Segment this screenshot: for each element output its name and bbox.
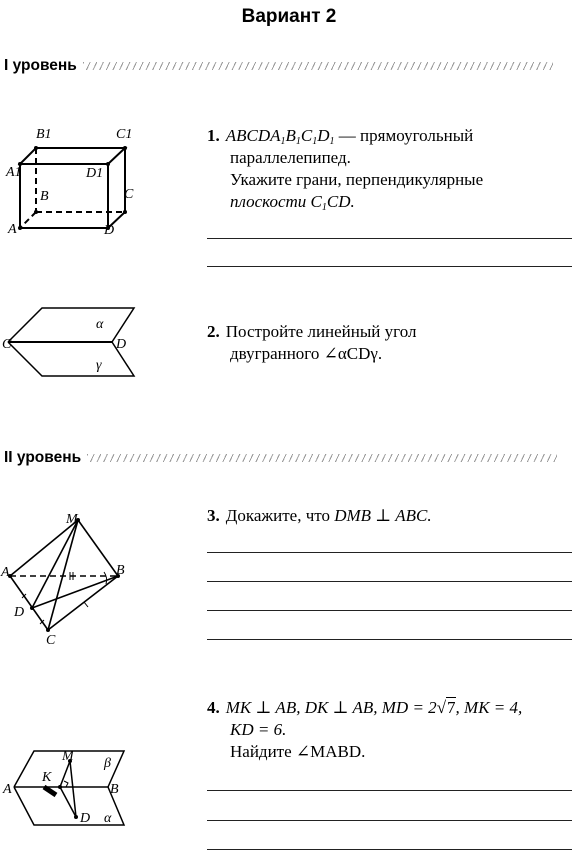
answer-line[interactable] [207,552,572,553]
answer-line[interactable] [207,581,572,582]
label-k: K [42,770,52,785]
task-2-line-2: двугранного ∠αCDγ. [230,344,383,363]
task-1-line-3: Укажите грани, перпендикулярные [230,170,484,189]
task-3-text: Докажите, что [225,506,335,525]
answer-line[interactable] [207,820,572,821]
level-2-header [4,447,557,469]
task-4-line-1-end: , MK = 4, [455,698,523,717]
label-m: M [66,512,78,527]
label-a: A [8,222,17,237]
label-a: A [1,565,10,580]
task-1 [207,125,577,213]
task-3-formula: DMB ⊥ ABC. [334,506,432,525]
figure-3-tetrahedron [0,510,150,650]
label-alpha: α [96,317,104,332]
task-1-formula-b: B [285,126,296,145]
answer-line[interactable] [207,849,572,850]
answer-line[interactable] [207,610,572,611]
figure-2-dihedral-angle [0,300,150,385]
label-d: D [116,337,127,352]
task-1-formula-start: ABCDA [225,126,281,145]
label-c1: C1 [116,127,133,142]
answer-line[interactable] [207,790,572,791]
level-2-rule [87,454,557,462]
label-alpha: α [104,811,112,826]
page-title: Вариант 2 [241,6,337,27]
task-3-number: 3. [207,506,220,525]
task-1-sub: 1 [312,136,318,147]
label-c: C [2,337,12,352]
label-b: B [110,782,119,797]
answer-line[interactable] [207,238,572,239]
figure-4-dihedral-angle [0,745,150,830]
task-1-number: 1. [207,126,220,145]
task-1-line-4a: плоскости C [230,192,322,211]
label-d: D [80,811,91,826]
task-1-sub: 1 [329,136,335,147]
task-1-formula-c: C [300,126,313,145]
task-2-number: 2. [207,322,220,341]
label-b: B [40,189,49,204]
label-b: B [116,563,125,578]
task-1-sub: 1 [321,202,327,213]
label-c: C [124,187,134,202]
level-1-label: I уровень [4,57,77,74]
task-1-line-2: параллелепипед. [230,148,351,167]
task-1-formula-d: D [317,126,330,145]
task-4-line-1: MK ⊥ AB, DK ⊥ AB, MD = 2 [225,698,437,717]
task-4: 4. MK ⊥ AB, DK ⊥ AB, MD = 2√7, MK = 4, KD = 6. Найдите ∠MABD. [207,697,577,763]
label-c: C [46,633,56,648]
task-1-line-1-end: — прямоугольный [334,126,474,145]
label-m: M [62,749,74,764]
label-a: A [3,782,12,797]
label-d: D [104,223,115,238]
label-d1: D1 [86,166,104,181]
answer-line[interactable] [207,266,572,267]
task-1-line-4b: CD. [326,192,355,211]
task-4-line-3: Найдите ∠MABD. [230,742,366,761]
level-1-header [4,55,553,77]
label-d: D [14,605,25,620]
level-2-label: II уровень [4,449,82,466]
label-a1: A1 [6,165,22,180]
task-4-line-2: KD = 6. [230,720,287,739]
task-1-sub: 1 [295,136,301,147]
level-1-rule [83,62,553,70]
label-b1: B1 [36,127,52,142]
task-4-number: 4. [207,698,220,717]
task-2-line-1: Постройте линейный угол [225,322,417,341]
task-1-sub: 1 [280,136,286,147]
answer-line[interactable] [207,639,572,640]
task-4-sqrt: 7 [447,698,456,717]
figure-1-parallelepiped [0,120,150,245]
label-gamma: γ [96,358,102,373]
label-beta: β [104,756,111,771]
task-3 [207,505,577,527]
task-2 [207,321,577,365]
